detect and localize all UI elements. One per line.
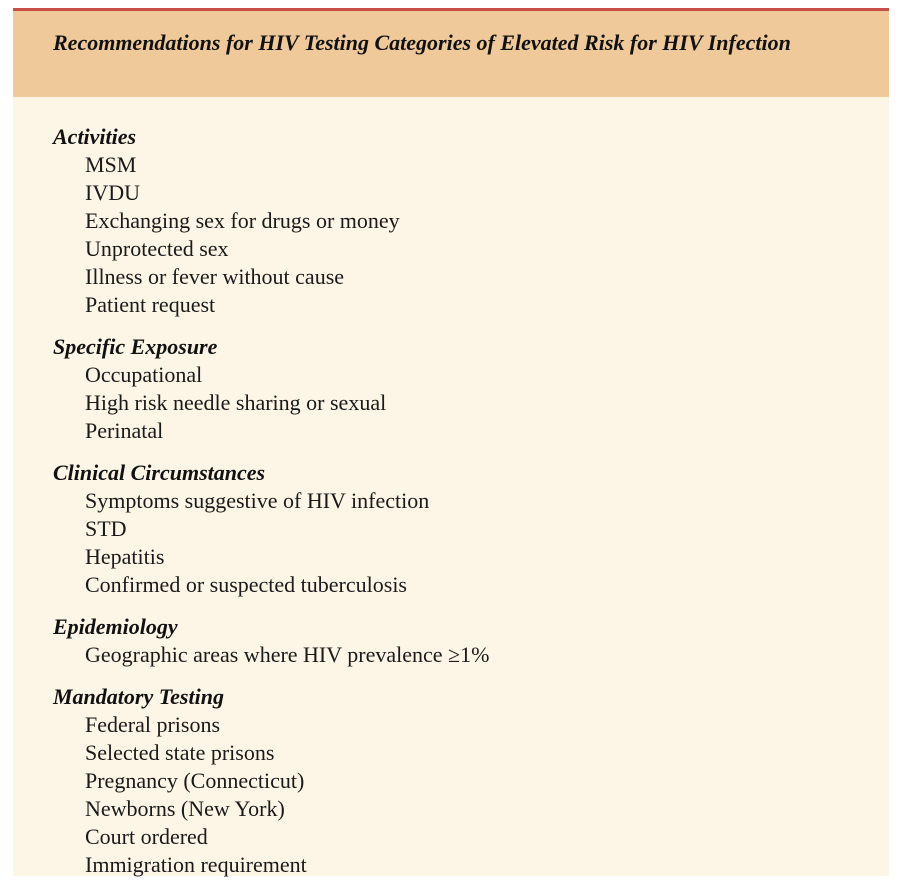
section-heading: Epidemiology bbox=[53, 614, 178, 639]
item-list bbox=[53, 361, 869, 445]
list-item: Occupational bbox=[85, 362, 203, 387]
section-heading: Clinical Circumstances bbox=[53, 460, 266, 485]
item-list bbox=[53, 151, 869, 319]
list-item: Court ordered bbox=[85, 824, 208, 849]
list-item: MSM bbox=[85, 152, 137, 177]
list-item: Unprotected sex bbox=[85, 236, 229, 261]
list-item: High risk needle sharing or sexual bbox=[85, 390, 387, 415]
list-item: Perinatal bbox=[85, 418, 164, 443]
section-clinical-circumstances bbox=[53, 459, 869, 599]
section-heading: Specific Exposure bbox=[53, 334, 218, 359]
section-specific-exposure bbox=[53, 333, 869, 445]
table-title: Recommendations for HIV Testing Categories of Elevated Risk for HIV Infection bbox=[53, 30, 791, 55]
list-item: STD bbox=[85, 516, 127, 541]
table-body bbox=[53, 123, 869, 893]
item-list bbox=[53, 641, 869, 669]
list-item: Selected state prisons bbox=[85, 740, 275, 765]
item-list bbox=[53, 711, 869, 879]
list-item: Federal prisons bbox=[85, 712, 221, 737]
section-epidemiology bbox=[53, 613, 869, 669]
item-list bbox=[53, 487, 869, 599]
list-item: Geographic areas where HIV prevalence ≥1% bbox=[85, 642, 490, 667]
list-item: Pregnancy (Connecticut) bbox=[85, 768, 305, 793]
list-item: Exchanging sex for drugs or money bbox=[85, 208, 400, 233]
list-item: Symptoms suggestive of HIV infection bbox=[85, 488, 430, 513]
list-item: Immigration requirement bbox=[85, 852, 307, 877]
section-heading: Activities bbox=[53, 124, 137, 149]
list-item: Newborns (New York) bbox=[85, 796, 285, 821]
section-mandatory-testing bbox=[53, 683, 869, 879]
list-item: Patient request bbox=[85, 292, 216, 317]
recommendations-table bbox=[13, 8, 889, 876]
section-heading: Mandatory Testing bbox=[53, 684, 224, 709]
list-item: IVDU bbox=[85, 180, 140, 205]
list-item: Confirmed or suspected tuberculosis bbox=[85, 572, 407, 597]
list-item: Illness or fever without cause bbox=[85, 264, 345, 289]
list-item: Hepatitis bbox=[85, 544, 165, 569]
section-activities bbox=[53, 123, 869, 319]
table-header bbox=[13, 11, 889, 97]
